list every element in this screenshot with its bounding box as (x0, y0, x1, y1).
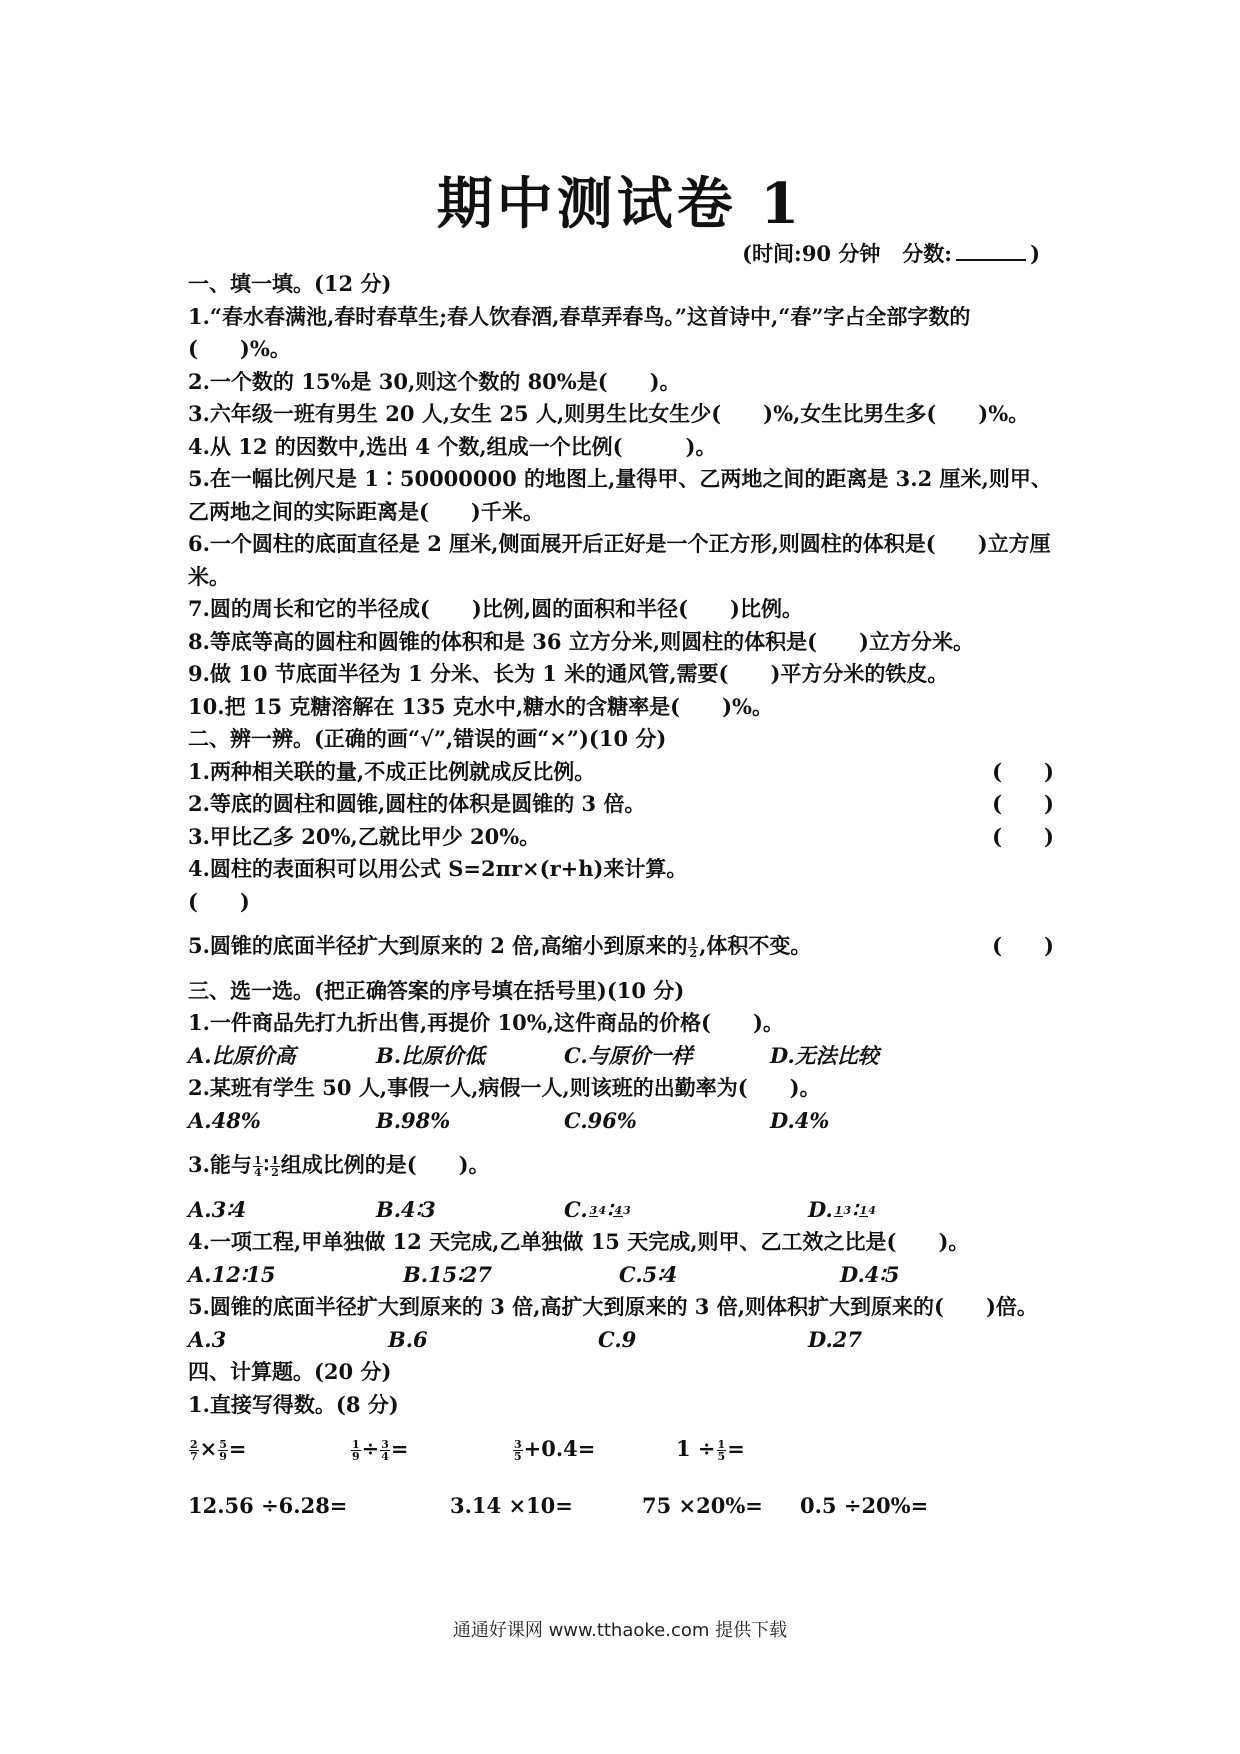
fraction-1-5: $\frac{1}{5}$ (717, 1438, 726, 1463)
fraction-5-9: $\frac{5}{9}$ (219, 1438, 227, 1463)
s3-q1: 1.一件商品先打九折出售,再提价 10%,这件商品的价格( )。 (188, 1010, 784, 1035)
option-b[interactable]: B.98% (376, 1107, 451, 1133)
calc-item: $\frac{2}{7}$ × $\frac{5}{9}$ = (190, 1436, 247, 1463)
s2-q5 (188, 930, 1056, 963)
calc-item: 1 ÷ $\frac{1}{5}$ = (676, 1436, 745, 1463)
option-c[interactable]: C. 34∶ 43 (564, 1196, 631, 1222)
section-2-heading: 二、辨一辨。(正确的画“√”,错误的画“×”)(10 分) (188, 726, 667, 751)
calc-item: $\frac{1}{9}$ ÷ $\frac{3}{4}$ = (352, 1436, 409, 1463)
section-4-heading: 四、计算题。(20 分) (188, 1359, 392, 1384)
s3-q2-options (188, 1105, 1056, 1138)
exam-content (188, 268, 1056, 1522)
fraction-4-3: 43 (614, 1204, 631, 1217)
option-a[interactable]: A.3 (188, 1326, 227, 1352)
option-b[interactable]: B.4∶3 (376, 1196, 436, 1222)
s1-q4: 4.从 12 的因数中,选出 4 个数,组成一个比例( )。 (188, 433, 717, 459)
fraction-3-5: $\frac{3}{5}$ (514, 1438, 522, 1463)
s2-q3 (188, 821, 1056, 854)
answer-paren[interactable]: ( ) (992, 823, 1054, 849)
calc-row-1 (188, 1433, 1056, 1466)
s1-q1-line1: 1.“春水春满池,春时春草生;春人饮春酒,春草弄春鸟。”这首诗中,“春”字占全部字数的 (188, 303, 971, 329)
s1-q5: 5.在一幅比例尺是 1∶50000000 的地图上,量得甲、乙两地之间的距离是 3.2 厘米,则甲、乙两地之间的实际距离是( )千米。 (188, 466, 1052, 524)
s3-q4: 4.一项工程,甲单独做 12 天完成,乙单独做 15 天完成,则甲、乙工效之比是( )。 (188, 1229, 970, 1254)
option-c[interactable]: C.与原价一样 (564, 1042, 693, 1068)
option-a[interactable]: A.3∶4 (188, 1196, 247, 1222)
s2-q2 (188, 788, 1056, 821)
fraction-2-7: $\frac{2}{7}$ (190, 1438, 198, 1463)
s1-q8: 8.等底等高的圆柱和圆锥的体积和是 36 立方分米,则圆柱的体积是( )立方分米。 (188, 628, 974, 654)
fraction-1-9: $\frac{1}{9}$ (352, 1438, 360, 1463)
option-c[interactable]: C.9 (598, 1326, 637, 1352)
score-label: 分数: (902, 241, 953, 266)
s2-q4-paren[interactable]: ( ) (188, 888, 250, 914)
option-a[interactable]: A.12∶15 (188, 1261, 276, 1287)
answer-paren[interactable]: ( ) (992, 758, 1054, 784)
fraction-1-2: $\frac{1}{2}$ (689, 935, 698, 960)
calc-item: 3.14 ×10= (450, 1492, 573, 1518)
fraction-1-4: $\frac{1}{4}$ (253, 1154, 262, 1179)
s2-q3-text: 3.甲比乙多 20%,乙就比甲少 20%。 (188, 823, 541, 849)
score-blank[interactable] (956, 239, 1026, 261)
calc-item: 75 ×20%= (642, 1492, 763, 1518)
s2-q5-text-a: 5.圆锥的底面半径扩大到原来的 2 倍,高缩小到原来的 (188, 933, 688, 958)
s3-q3-options (188, 1194, 1056, 1227)
page-title: 期中测试卷 1 (436, 171, 804, 237)
calc-item: 0.5 ÷20%= (800, 1492, 929, 1518)
fraction-1-3: 13 (834, 1204, 852, 1217)
fraction-3-4: 34 (589, 1204, 606, 1217)
s3-q4-options (188, 1259, 1056, 1292)
s2-q1 (188, 756, 1056, 789)
option-c[interactable]: C.96% (564, 1107, 637, 1133)
calc-item: $\frac{3}{5}$ +0.4= (514, 1436, 596, 1463)
s1-q7: 7.圆的周长和它的半径成( )比例,圆的面积和半径( )比例。 (188, 596, 803, 621)
option-d[interactable]: D.无法比较 (770, 1042, 879, 1068)
fraction-3-4: $\frac{3}{4}$ (381, 1438, 389, 1463)
s3-q2: 2.某班有学生 50 人,事假一人,病假一人,则该班的出勤率为( )。 (188, 1075, 821, 1100)
s3-q1-options (188, 1040, 1056, 1073)
option-d[interactable]: D.4% (770, 1107, 830, 1133)
s1-q10: 10.把 15 克糖溶解在 135 克水中,糖水的含糖率是( )%。 (188, 693, 773, 719)
calc-row-2 (188, 1490, 1056, 1523)
answer-paren[interactable]: ( ) (992, 791, 1054, 816)
footer-credit: 通通好课网 www.tthaoke.com 提供下载 (452, 1620, 788, 1641)
s1-q2: 2.一个数的 15%是 30,则这个数的 80%是( )。 (188, 368, 681, 394)
s1-q9: 9.做 10 节底面半径为 1 分米、长为 1 米的通风管,需要( )平方分米的铁皮。 (188, 661, 949, 686)
exam-meta (742, 238, 1040, 268)
s2-q1-text: 1.两种相关联的量,不成正比例就成反比例。 (188, 758, 596, 784)
s3-q3-text-a: 3.能与 (188, 1152, 252, 1177)
option-b[interactable]: B.6 (388, 1326, 428, 1352)
option-d[interactable]: D.4∶5 (840, 1261, 900, 1287)
s1-q1-line2: ( )%。 (188, 336, 291, 361)
option-b[interactable]: B.比原价低 (376, 1042, 486, 1068)
fraction-1-4: 14 (859, 1204, 876, 1217)
meta-close: ) (1030, 241, 1040, 266)
s3-q3: 3.能与 $\frac{1}{4}$ ∶ $\frac{1}{2}$ 组成比例的是( )。 (188, 1152, 490, 1179)
option-a[interactable]: A.比原价高 (188, 1042, 296, 1068)
s1-q6: 6.一个圆柱的底面直径是 2 厘米,侧面展开后正好是一个正方形,则圆柱的体积是( )立方厘米。 (188, 531, 1051, 589)
s1-q3: 3.六年级一班有男生 20 人,女生 25 人,则男生比女生少( )%,女生比男生多( )%。 (188, 401, 1030, 426)
answer-paren[interactable]: ( ) (992, 933, 1054, 958)
option-d[interactable]: D.27 (808, 1326, 862, 1352)
section-1-heading: 一、填一填。(12 分) (188, 271, 392, 296)
option-a[interactable]: A.48% (188, 1107, 261, 1133)
s2-q4: 4.圆柱的表面积可以用公式 S=2πr×(r+h)来计算。 (188, 856, 688, 881)
option-c[interactable]: C.5∶4 (619, 1261, 678, 1287)
s2-q2-text: 2.等底的圆柱和圆锥,圆柱的体积是圆锥的 3 倍。 (188, 791, 646, 816)
s4-sub1: 1.直接写得数。(8 分) (188, 1391, 399, 1417)
fraction-1-2: $\frac{1}{2}$ (271, 1154, 279, 1179)
s2-q5-text-b: ,体积不变。 (699, 933, 812, 958)
time-label: (时间:90 分钟 (742, 241, 881, 266)
calc-item: 12.56 ÷6.28= (188, 1492, 348, 1518)
s3-q5: 5.圆锥的底面半径扩大到原来的 3 倍,高扩大到原来的 3 倍,则体积扩大到原来的( )倍。 (188, 1294, 1038, 1319)
option-d[interactable]: D. 13∶ 14 (808, 1196, 876, 1222)
section-3-heading: 三、选一选。(把正确答案的序号填在括号里)(10 分) (188, 977, 685, 1003)
option-b[interactable]: B.15∶27 (403, 1261, 492, 1287)
s3-q5-options (188, 1324, 1056, 1357)
s3-q3-text-b: 组成比例的是( )。 (280, 1152, 490, 1177)
